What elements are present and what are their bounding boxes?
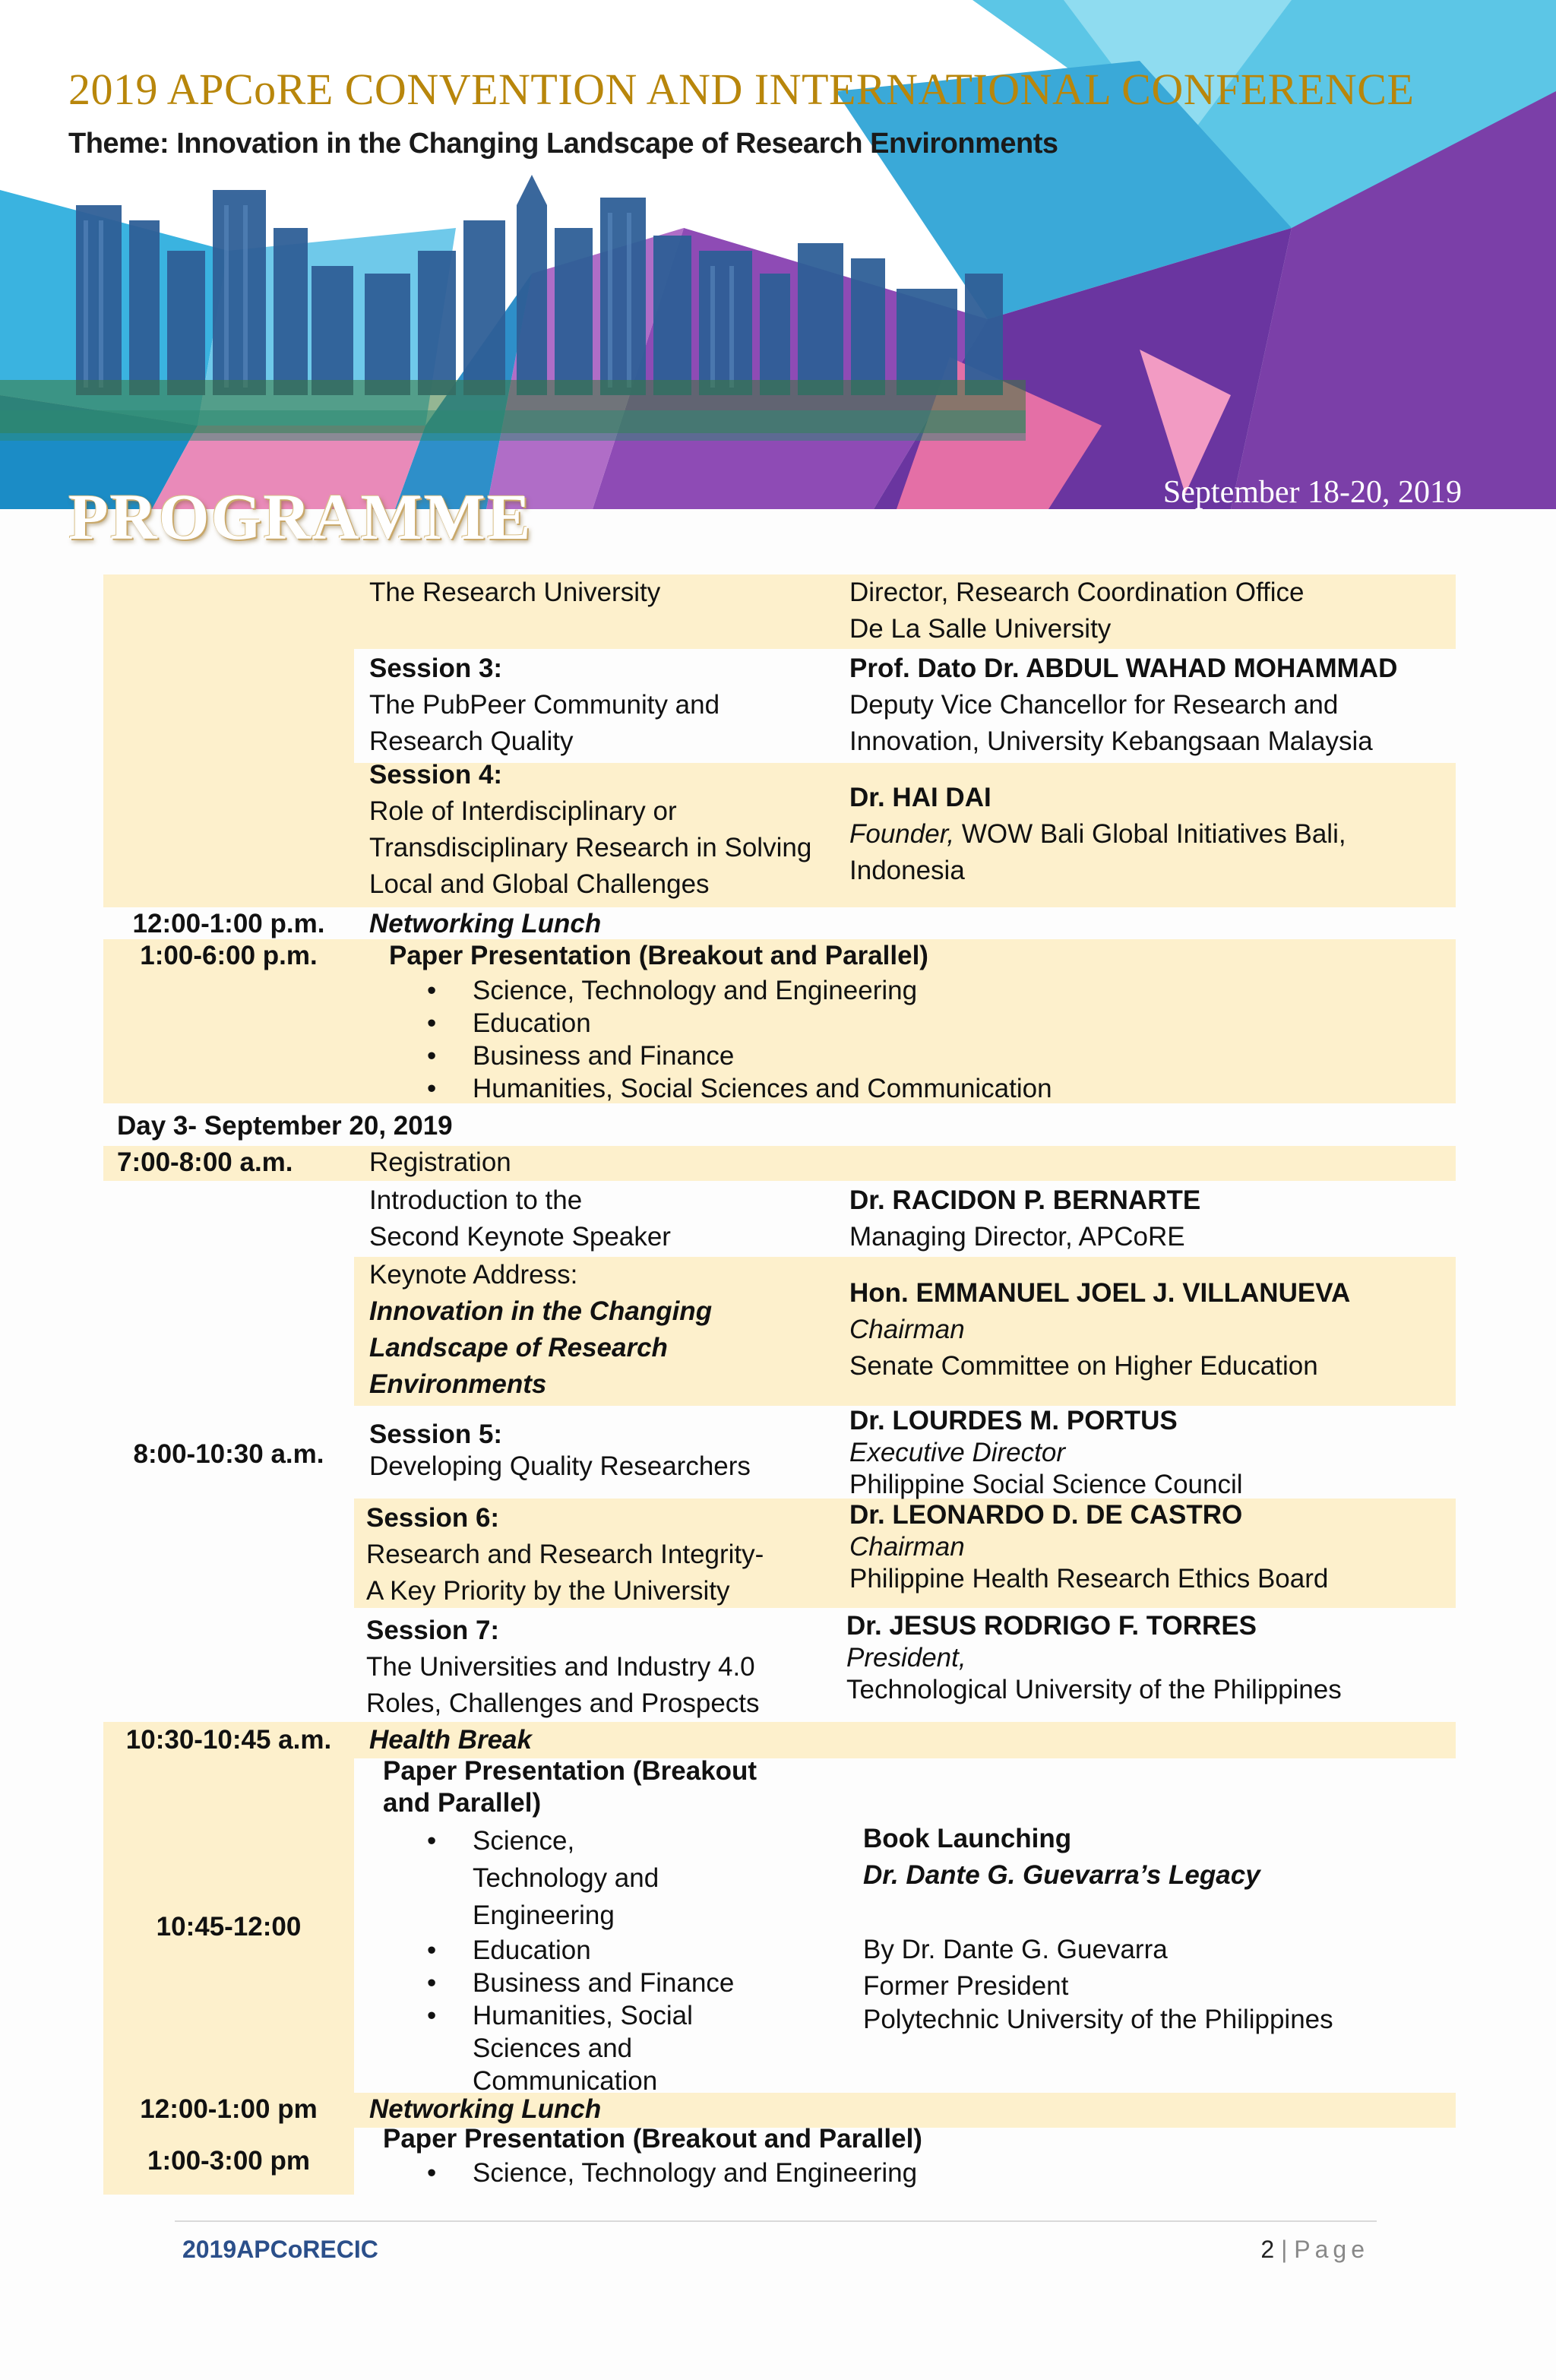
list-item-text: Communication (473, 2066, 658, 2096)
activity: Networking Lunch (369, 2094, 602, 2124)
row-bg (103, 649, 354, 763)
page-number (1260, 2236, 1369, 2264)
list-item (427, 1934, 734, 1967)
list-item (427, 1967, 734, 1999)
speaker-name: Dr. LEONARDO D. DE CASTRO (849, 1500, 1243, 1530)
list-item-text: Sciences and (473, 2033, 633, 2063)
activity: Paper Presentation (Breakout and Parallel) (383, 2124, 922, 2154)
session-title: Local and Global Challenges (369, 869, 710, 899)
list-item-text: Humanities, Social (473, 2001, 693, 2030)
keynote-title: Innovation in the Changing (369, 1296, 713, 1326)
speaker-title: Founder, (849, 819, 955, 849)
session-label: Session 5: (369, 1419, 503, 1449)
list-item: • Science, Technology and Engineering (427, 974, 1052, 1007)
time-slot: 12:00-1:00 p.m. (132, 909, 325, 938)
day-heading: Day 3- September 20, 2019 (117, 1111, 453, 1141)
session-title: Transdisciplinary Research in Solving (369, 833, 812, 862)
speaker-name: Prof. Dato Dr. ABDUL WAHAD MOHAMMAD (849, 654, 1398, 683)
activity: and Parallel) (383, 1788, 542, 1818)
session-title: Introduction to the (369, 1185, 583, 1215)
speaker-name: Dr. RACIDON P. BERNARTE (849, 1185, 1201, 1215)
footer-label: 2019APCoRECIC (182, 2236, 378, 2263)
list-item (427, 1999, 734, 2032)
time-slot: 1:00-6:00 p.m. (140, 941, 318, 970)
book-author: By Dr. Dante G. Guevarra (863, 1935, 1168, 1964)
time-slot: 12:00-1:00 pm (140, 2094, 318, 2124)
list-item-cont (427, 1859, 734, 1897)
session-label: Session 4: (369, 760, 503, 790)
time-slot: 7:00-8:00 a.m. (117, 1147, 293, 1177)
session-label: Session 6: (366, 1503, 500, 1533)
speaker-affiliation: Indonesia (849, 856, 965, 885)
activity: Networking Lunch (369, 909, 602, 938)
list-item-text: Science, (473, 1826, 575, 1856)
session-title: The Research University (369, 578, 661, 607)
activity: Paper Presentation (Breakout and Parallel) (389, 941, 928, 970)
session-title: The PubPeer Community and (369, 690, 720, 720)
list-item-text: Engineering (473, 1901, 615, 1930)
speaker-role (849, 816, 1346, 853)
session-title: Research and Research Integrity- (366, 1540, 764, 1569)
track-list (427, 2157, 917, 2189)
row-bg (103, 1146, 1456, 1181)
session-label: Session 3: (369, 654, 503, 683)
speaker-role: Chairman (849, 1532, 965, 1562)
session-label: Session 7: (366, 1616, 500, 1645)
list-item (427, 1822, 734, 1859)
list-item-cont (427, 1897, 734, 1934)
speaker-name: Dr. LOURDES M. PORTUS (849, 1406, 1178, 1435)
keynote-title: Environments (369, 1369, 547, 1399)
speaker-role: President, (846, 1643, 966, 1673)
speaker-role: Chairman (849, 1315, 965, 1344)
book-title: Dr. Dante G. Guevarra’s Legacy (863, 1860, 1260, 1890)
speaker-role: Executive Director (849, 1438, 1065, 1467)
time-slot: 1:00-3:00 pm (147, 2146, 310, 2176)
time-slot: 8:00-10:30 a.m. (133, 1439, 324, 1469)
track-list (427, 974, 1052, 1105)
conference-theme: Theme: Innovation in the Changing Landscape of Research Environments (68, 128, 1058, 160)
speaker-role: Director, Research Coordination Office (849, 578, 1305, 607)
speaker-affiliation: Senate Committee on Higher Education (849, 1351, 1318, 1381)
activity: Paper Presentation (Breakout (383, 1756, 757, 1786)
speaker-role: Deputy Vice Chancellor for Research and (849, 690, 1339, 720)
session-label: Keynote Address: (369, 1260, 578, 1290)
speaker-affiliation: De La Salle University (849, 614, 1112, 644)
track-list (427, 1822, 734, 2097)
page-separator: | (1281, 2236, 1288, 2263)
activity: Health Break (369, 1725, 532, 1755)
speaker-org: WOW Bali Global Initiatives Bali, (954, 819, 1346, 849)
author-affiliation: Polytechnic University of the Philippines (863, 2005, 1333, 2034)
session-title: Developing Quality Researchers (369, 1451, 751, 1481)
speaker-role: Managing Director, APCoRE (849, 1222, 1185, 1252)
conference-dates: September 18-20, 2019 (1162, 475, 1462, 510)
time-slot: 10:45-12:00 (156, 1912, 302, 1942)
activity: Registration (369, 1147, 511, 1177)
list-item: • Education (427, 1007, 1052, 1040)
speaker-name: Dr. JESUS RODRIGO F. TORRES (846, 1611, 1257, 1641)
list-item: • Humanities, Social Sciences and Communication (427, 1072, 1052, 1105)
session-title: Research Quality (369, 726, 574, 756)
session-title: Role of Interdisciplinary or (369, 796, 677, 826)
speaker-name: Dr. HAI DAI (849, 783, 991, 812)
page-footer (175, 2220, 1377, 2283)
list-item-text: Business and Finance (473, 1968, 735, 1998)
list-item-cont (427, 2032, 734, 2065)
speaker-affiliation: Philippine Social Science Council (849, 1470, 1243, 1499)
keynote-title: Landscape of Research (369, 1333, 668, 1362)
session-title: Second Keynote Speaker (369, 1222, 671, 1252)
list-item: • Science, Technology and Engineering (427, 2157, 917, 2189)
programme-heading: PROGRAMME (68, 480, 533, 553)
conference-title: 2019 APCoRE CONVENTION AND INTERNATIONAL CONFERENCE (68, 65, 1415, 114)
list-item-text: Education (473, 1935, 591, 1965)
speaker-affiliation: Philippine Health Research Ethics Board (849, 1564, 1329, 1594)
speaker-name: Hon. EMMANUEL JOEL J. VILLANUEVA (849, 1278, 1351, 1308)
list-item: • Business and Finance (427, 1040, 1052, 1072)
session-title: The Universities and Industry 4.0 (366, 1652, 755, 1682)
book-launch-heading: Book Launching (863, 1824, 1072, 1853)
author-role: Former President (863, 1971, 1069, 2001)
page-word: Page (1294, 2236, 1369, 2263)
speaker-affiliation: Innovation, University Kebangsaan Malaysia (849, 726, 1373, 756)
time-slot: 10:30-10:45 a.m. (125, 1725, 332, 1755)
session-title: A Key Priority by the University (366, 1576, 730, 1606)
session-title: Roles, Challenges and Prospects (366, 1688, 760, 1718)
page-number-value: 2 (1260, 2236, 1275, 2263)
speaker-affiliation: Technological University of the Philippines (846, 1675, 1342, 1704)
list-item-text: Technology and (473, 1863, 659, 1893)
